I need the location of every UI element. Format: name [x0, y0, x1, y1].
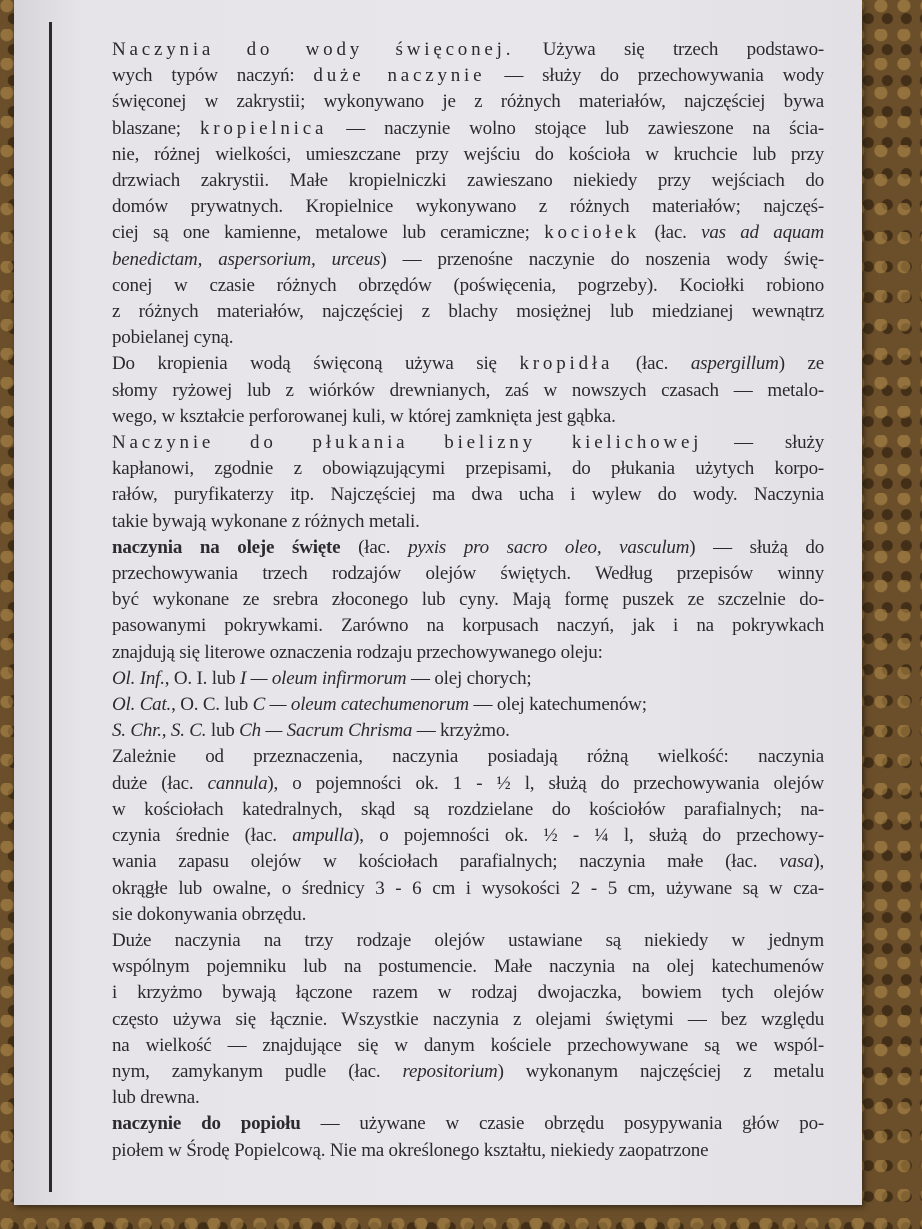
text-segment: lub drewna. — [112, 1087, 200, 1109]
text-line — [112, 299, 824, 325]
text-segment: nym, zamykanym pudle (łac. — [112, 1060, 403, 1082]
text-segment: (łac. — [640, 222, 702, 244]
italic-latin-term: benedictam, aspersorium, urceus — [112, 248, 381, 270]
text-line — [112, 1138, 824, 1164]
text-segment: okrągłe lub owalne, o średnicy 3 - 6 cm i wysokości 2 - 5 cm, używane są w cza- — [112, 877, 824, 899]
text-line — [112, 404, 824, 430]
text-line — [112, 63, 824, 89]
text-segment: — olej chorych; — [406, 667, 532, 689]
text-line — [112, 220, 824, 246]
text-line — [112, 666, 824, 692]
text-line — [112, 1059, 824, 1085]
text-segment: — krzyżmo. — [412, 720, 510, 742]
text-segment: (łac. — [340, 536, 409, 558]
text-line — [112, 771, 824, 797]
text-line — [112, 718, 824, 744]
spaced-heading-text: Naczynia do wody święconej. — [112, 39, 515, 60]
text-segment: — naczynie wolno stojące lub zawieszone na ścia- — [327, 117, 825, 139]
paragraph — [112, 666, 824, 692]
text-line — [112, 247, 824, 273]
text-segment: w kościołach katedralnych, skąd są rozdzielane do kościołów parafialnych; na- — [112, 798, 824, 820]
text-segment: (łac. — [613, 353, 691, 375]
italic-latin-term: vasa — [779, 851, 814, 873]
text-segment: pobielanej cyną. — [112, 327, 234, 349]
paragraph — [112, 718, 824, 744]
text-segment: lub — [206, 720, 240, 742]
text-line — [112, 692, 824, 718]
text-segment: — olej katechumenów; — [468, 694, 647, 716]
text-segment: duże (łac. — [112, 772, 208, 794]
spaced-heading-text: kropielnica — [199, 117, 328, 139]
text-line — [112, 587, 824, 613]
text-line — [112, 168, 824, 194]
text-segment: ) — służą do — [689, 536, 825, 558]
text-segment: Zależnie od przeznaczenia, naczynia posiadają różną wielkość: naczynia — [112, 746, 824, 768]
text-line — [112, 142, 824, 168]
text-segment: pasowanymi pokrywkami. Zarówno na korpusach naczyń, jak i na pokrywkach — [112, 615, 824, 637]
text-line — [112, 823, 824, 849]
text-segment: rałów, puryfikaterzy itp. Najczęściej ma dwa ucha i wylew do wody. Naczynia — [112, 484, 824, 506]
italic-latin-term: pyxis pro sacro oleo, vasculum — [408, 536, 690, 558]
text-segment: na wielkość — znajdujące się w danym kościele przechowywane są we wspól- — [112, 1034, 824, 1056]
text-line — [112, 561, 824, 587]
text-segment: drzwiach zakrystii. Małe kropielniczki zawieszano niekiedy przy wejściach do — [112, 170, 824, 192]
page-binding-edge — [49, 22, 52, 1192]
text-line — [112, 640, 824, 666]
italic-latin-term: vas ad aquam — [701, 222, 824, 244]
text-segment: nie, różnej wielkości, umieszczane przy wejściu do kościoła w kruchcie lub przy — [112, 143, 824, 165]
paragraph — [112, 37, 824, 351]
bold-term: naczynie do popiołu — [112, 1113, 301, 1135]
text-line — [112, 954, 824, 980]
text-segment: , O. I. lub — [164, 667, 240, 689]
text-segment: ) wykonanym najczęściej z metalu — [497, 1060, 825, 1082]
text-line — [112, 456, 824, 482]
text-segment: często używa się łącznie. Wszystkie naczynia z olejami świętymi — bez względu — [112, 1008, 824, 1030]
text-line — [112, 797, 824, 823]
text-line — [112, 613, 824, 639]
text-line — [112, 378, 824, 404]
text-line — [112, 1007, 824, 1033]
italic-latin-term: Ol. Cat. — [112, 694, 172, 716]
text-line — [112, 535, 824, 561]
text-segment: przechowywania trzech rodzajów olejów świętych. Według przepisów winny — [112, 563, 824, 585]
text-line — [112, 482, 824, 508]
paragraph — [112, 535, 824, 666]
book-page — [14, 0, 862, 1205]
italic-latin-term: I — oleum infirmorum — [239, 667, 407, 689]
text-segment: z różnych materiałów, najczęściej z blachy mosiężnej lub miedzianej wewnątrz — [112, 301, 824, 323]
paragraph — [112, 692, 824, 718]
text-segment: blaszane; — [112, 117, 200, 139]
text-segment: takie bywają wykonane z różnych metali. — [112, 510, 420, 532]
italic-latin-term: cannula — [207, 772, 268, 794]
text-line — [112, 273, 824, 299]
paragraph — [112, 928, 824, 1111]
text-segment: conej w czasie różnych obrzędów (poświęcenia, pogrzeby). Kociołki robiono — [112, 274, 824, 296]
text-segment: Używa się trzech podstawo- — [514, 39, 824, 60]
text-segment: wego, w kształcie perforowanej kuli, w której zamknięta jest gąbka. — [112, 405, 616, 427]
text-segment: sie dokonywania obrzędu. — [112, 903, 307, 925]
text-segment: ) — przenośne naczynie do noszenia wody świę- — [380, 248, 824, 270]
text-segment: Do kropienia wodą święconą używa się — [112, 353, 520, 375]
paragraph — [112, 351, 824, 430]
text-segment: słomy ryżowej lub z wiórków drewnianych, zaś w nowszych czasach — metalo- — [112, 379, 824, 401]
text-segment: piołem w Środę Popielcową. Nie ma określonego kształtu, niekiedy zaopatrzone — [112, 1139, 709, 1161]
text-segment: domów prywatnych. Kropielnice wykonywano z różnych materiałów; najczęś- — [112, 196, 824, 218]
paragraph — [112, 744, 824, 927]
text-line — [112, 351, 824, 377]
text-segment: być wykonane ze srebra złoconego lub cyny. Mają formę puszek ze szczelnie do- — [112, 589, 824, 611]
text-line — [112, 744, 824, 770]
text-line — [112, 902, 824, 928]
text-segment: Duże naczynia na trzy rodzaje olejów ustawiane są niekiedy w jednym — [112, 929, 824, 951]
spaced-heading-text: kociołek — [544, 222, 641, 244]
text-segment: święconej w zakrystii; wykonywano je z różnych materiałów, najczęściej bywa — [112, 91, 824, 113]
text-line — [112, 849, 824, 875]
text-line — [112, 928, 824, 954]
italic-latin-term: ampulla — [292, 825, 354, 847]
text-segment: — służy do przechowywania wody — [485, 65, 824, 87]
spaced-heading-text: duże naczynie — [313, 65, 486, 87]
text-segment: ), o pojemności ok. ½ - ¼ l, służą do przechowy- — [353, 825, 824, 847]
text-line — [112, 1085, 824, 1111]
text-segment: wych typów naczyń: — [112, 65, 314, 87]
italic-latin-term: C — oleum catechumenorum — [252, 694, 469, 716]
text-line — [112, 89, 824, 115]
spaced-heading-text: kropidła — [519, 353, 614, 375]
paragraph — [112, 430, 824, 535]
text-segment: ), o pojemności ok. 1 - ½ l, służą do przechowywania olejów — [267, 772, 825, 794]
text-segment: ), — [813, 851, 824, 873]
text-line — [112, 430, 824, 456]
italic-latin-term: repositorium — [402, 1060, 498, 1082]
text-segment: znajdują się literowe oznaczenia rodzaju przechowywanego oleju: — [112, 641, 603, 663]
text-line — [112, 980, 824, 1006]
text-segment: — używane w czasie obrzędu posypywania głów po- — [300, 1113, 824, 1135]
text-line — [112, 1111, 824, 1137]
text-line — [112, 876, 824, 902]
text-segment: wspólnym pojemniku lub na postumencie. Małe naczynia na olej katechumenów — [112, 956, 824, 978]
text-segment: ciej są one kamienne, metalowe lub ceramiczne; — [112, 222, 545, 244]
text-segment: wania zapasu olejów w kościołach parafialnych; naczynia małe (łac. — [112, 851, 780, 873]
bold-term: naczynia na oleje święte — [112, 536, 341, 558]
italic-latin-term: aspergillum — [690, 353, 779, 375]
text-line — [112, 194, 824, 220]
text-line — [112, 1033, 824, 1059]
text-line — [112, 37, 824, 63]
text-line — [112, 116, 824, 142]
text-segment: , O. C. lub — [171, 694, 253, 716]
italic-latin-term: S. Chr., S. C. — [112, 720, 207, 742]
text-segment: czynia średnie (łac. — [112, 825, 293, 847]
page-text — [112, 37, 824, 1164]
text-segment: i krzyżmo bywają łączone razem w rodzaj dwojaczka, bowiem tych olejów — [112, 982, 824, 1004]
italic-latin-term: Ch — Sacrum Chrisma — [239, 720, 413, 742]
text-segment: kapłanowi, zgodnie z obowiązującymi przepisami, do płukania użytych korpo- — [112, 458, 824, 480]
text-segment: ) ze — [778, 353, 824, 375]
paragraph — [112, 1111, 824, 1163]
italic-latin-term: Ol. Inf. — [112, 667, 165, 689]
text-segment: — służy — [702, 432, 825, 454]
text-line — [112, 509, 824, 535]
text-line — [112, 325, 824, 351]
spaced-heading-text: Naczynie do płukania bielizny kielichowej — [112, 432, 703, 454]
